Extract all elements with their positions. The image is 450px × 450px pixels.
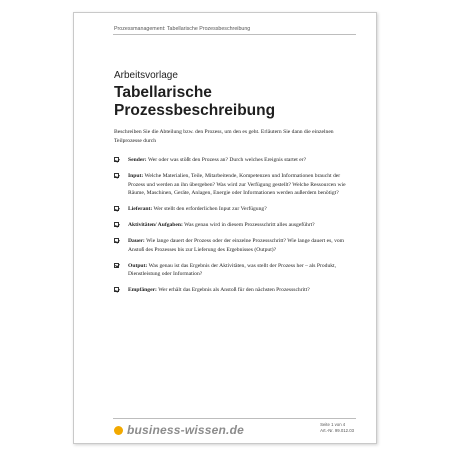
- checked-checkbox-icon: [114, 238, 119, 243]
- document-page: [73, 12, 377, 444]
- footer-meta: [320, 422, 354, 434]
- item-text: Was genau ist das Ergebnis der Aktivitäten, was stellt der Prozess her – als Produkt, Dienstleistung oder Information?: [128, 262, 337, 277]
- intro-paragraph: Beschreiben Sie die Abteilung bzw. den Prozess, um den es geht. Erläutern Sie dann die einzelnen Teilprozesse durch: [114, 129, 334, 144]
- checklist: [114, 156, 346, 302]
- item-label: Empfänger:: [128, 287, 157, 293]
- checklist-item-aktivitaeten: [114, 221, 346, 230]
- checked-checkbox-icon: [114, 157, 119, 162]
- page-number: Seite 1 von 4: [320, 422, 346, 427]
- checklist-item-output: [114, 262, 346, 279]
- item-label: Sender:: [128, 157, 147, 163]
- item-label: Lieferant:: [128, 206, 153, 212]
- item-label: Input:: [128, 173, 144, 179]
- item-label: Output:: [128, 262, 148, 269]
- checklist-item-sender: [114, 156, 346, 165]
- footer-divider: [113, 418, 356, 419]
- title-line-1: Tabellarische: [114, 84, 212, 101]
- document-title: [114, 84, 275, 119]
- business-wissen-logo: [114, 423, 244, 437]
- checklist-item-empfaenger: [114, 286, 346, 295]
- item-text: Wie lange dauert der Prozess oder der einzelne Prozessschritt? Wie lange dauert es, vom Anstoß des Prozesses bis zur Lieferung des Ergebnisses (Output)?: [128, 238, 345, 253]
- title-line-2: Prozessbeschreibung: [114, 101, 276, 119]
- running-header: Prozessmanagement: Tabellarische Prozessbeschreibung: [114, 26, 251, 32]
- checked-checkbox-icon: [114, 206, 119, 211]
- item-text: Wer oder was stößt den Prozess an? Durch welches Ereignis startet er?: [146, 157, 307, 163]
- header-divider: [113, 34, 356, 35]
- item-text: Welche Materialien, Teile, Mitarbeitende, Kompetenzen und Informationen braucht der Prozess und werden an ihn übergeben? Was wird zur Verfügung gestellt? Welche Ressourcen wie Räume, Maschinen, Geräte, Anlagen, Energie oder Informationen werden außerdem benötigt?: [128, 173, 346, 196]
- checked-checkbox-icon: [114, 263, 119, 268]
- checked-checkbox-icon: [114, 222, 119, 227]
- item-label: Aktivitäten/ Aufgaben:: [128, 222, 183, 228]
- checked-checkbox-icon: [114, 173, 119, 178]
- checklist-item-lieferant: [114, 205, 346, 214]
- item-label: Dauer:: [128, 238, 145, 244]
- checklist-item-input: [114, 172, 346, 198]
- checked-checkbox-icon: [114, 287, 119, 292]
- checklist-item-dauer: [114, 237, 346, 254]
- item-text: Was genau wird in diesem Prozessschritt alles ausgeführt?: [182, 222, 315, 228]
- article-number: Art.-Nr. 99.012.03: [320, 428, 354, 433]
- logo-dot-icon: [114, 426, 123, 435]
- item-text: Wer erhält das Ergebnis als Anstoß für den nächsten Prozessschritt?: [156, 287, 310, 293]
- item-text: Wer stellt den erforderlichen Input zur Verfügung?: [152, 206, 267, 212]
- logo-text: business-wissen.de: [127, 423, 244, 437]
- document-subtitle: Arbeitsvorlage: [114, 70, 178, 81]
